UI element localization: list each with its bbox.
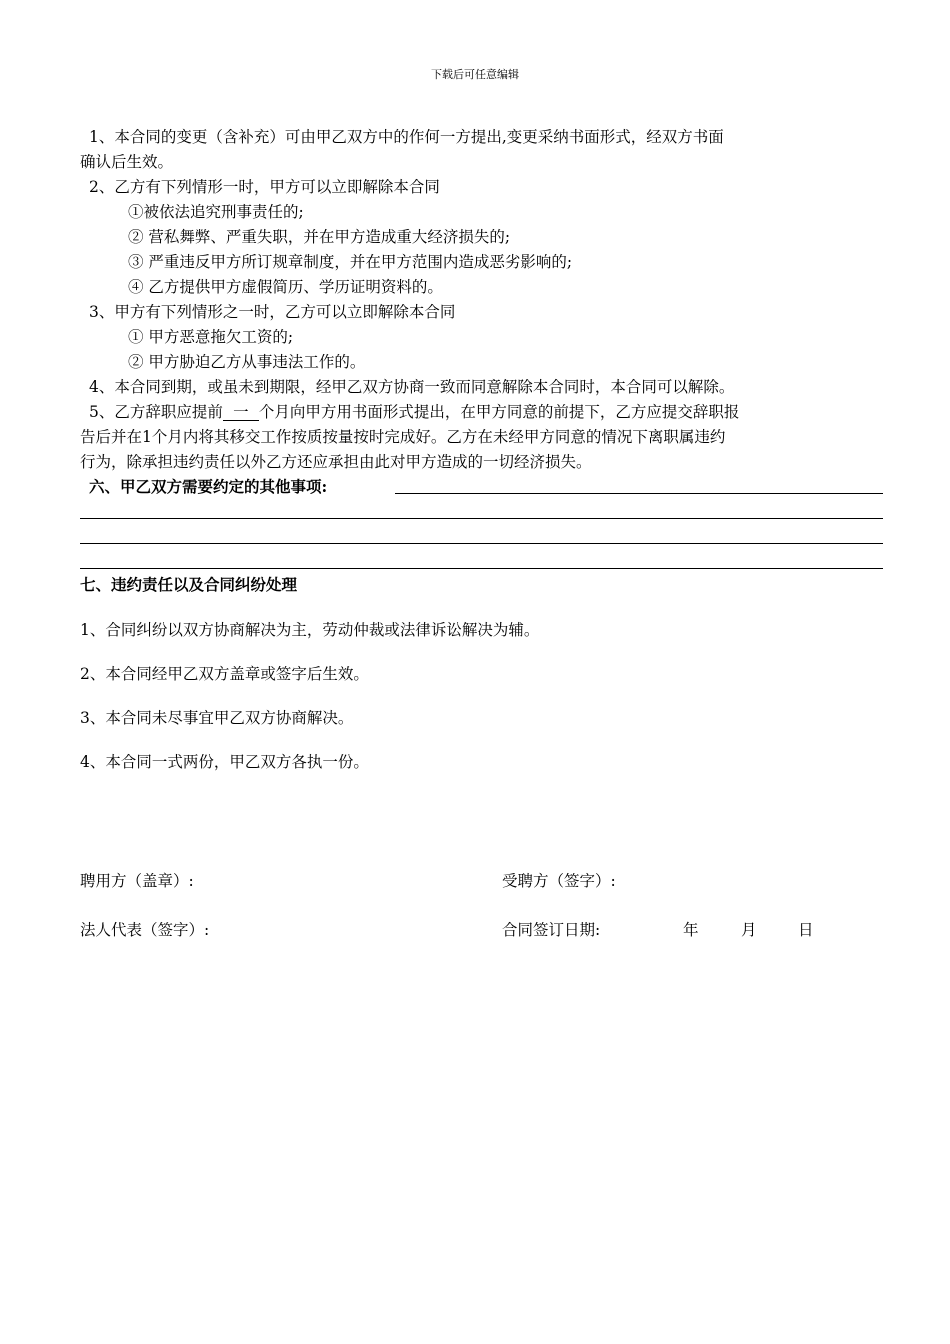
clause-employer-terminate-sub-3: ③ 严重违反甲方所订规章制度，并在甲方范围内造成恶劣影响的;	[128, 253, 573, 271]
sign-date-day: 日	[798, 921, 814, 939]
dispute-item-3: 3、本合同未尽事宜甲乙双方协商解决。	[80, 709, 354, 727]
other-matters-blank-line-4	[80, 568, 883, 569]
dispute-item-4: 4、本合同一式两份，甲乙双方各执一份。	[80, 753, 369, 771]
notice-months-blank: 一	[223, 404, 259, 421]
employer-seal-label: 聘用方（盖章）:	[80, 872, 194, 890]
section-six-title: 六、甲乙双方需要约定的其他事项:	[89, 477, 328, 496]
clause-employee-terminate-sub-1: ① 甲方恶意拖欠工资的;	[128, 328, 294, 346]
employee-signature-label: 受聘方（签字）:	[502, 872, 616, 890]
clause-resignation-pre: 5、乙方辞职应提前	[89, 403, 223, 421]
clause-employer-terminate: 2、乙方有下列情形一时，甲方可以立即解除本合同	[89, 178, 440, 196]
clause-resignation-post: 个月向甲方用书面形式提出，在甲方同意的前提下，乙方应提交辞职报	[258, 403, 740, 421]
other-matters-blank-line-3	[80, 543, 883, 544]
page-header: 下载后可任意编辑	[431, 68, 519, 81]
clause-employer-terminate-sub-1: ①被依法追究刑事责任的;	[128, 203, 304, 221]
sign-date-label: 合同签订日期:	[502, 921, 601, 939]
clause-resignation-line2: 告后并在1个月内将其移交工作按质按量按时完成好。乙方在未经甲方同意的情况下离职属违约	[80, 428, 726, 446]
sign-date-year: 年	[683, 921, 699, 939]
legal-rep-signature-label: 法人代表（签字）:	[80, 921, 210, 939]
clause-change-line1: 1、本合同的变更（含补充）可由甲乙双方中的作何一方提出,变更采纳书面形式，经双方书面	[89, 128, 724, 146]
clause-expiry: 4、本合同到期，或虽未到期限，经甲乙双方协商一致而同意解除本合同时，本合同可以解除。	[89, 378, 735, 396]
clause-employee-terminate-sub-2: ② 甲方胁迫乙方从事违法工作的。	[128, 353, 366, 371]
clause-employer-terminate-sub-2: ② 营私舞弊、严重失职，并在甲方造成重大经济损失的;	[128, 228, 511, 246]
other-matters-blank-line-1	[395, 493, 883, 494]
clause-employee-terminate: 3、甲方有下列情形之一时，乙方可以立即解除本合同	[89, 303, 456, 321]
section-seven-title: 七、违约责任以及合同纠纷处理	[80, 575, 298, 594]
clause-resignation-line3: 行为，除承担违约责任以外乙方还应承担由此对甲方造成的一切经济损失。	[80, 453, 592, 471]
dispute-item-1: 1、合同纠纷以双方协商解决为主，劳动仲裁或法律诉讼解决为辅。	[80, 621, 540, 639]
clause-employer-terminate-sub-4: ④ 乙方提供甲方虚假简历、学历证明资料的。	[128, 278, 443, 296]
dispute-item-2: 2、本合同经甲乙双方盖章或签字后生效。	[80, 665, 369, 683]
clause-change-line2: 确认后生效。	[80, 153, 174, 171]
clause-resignation-line1	[89, 402, 739, 422]
other-matters-blank-line-2	[80, 518, 883, 519]
sign-date-month: 月	[741, 921, 757, 939]
